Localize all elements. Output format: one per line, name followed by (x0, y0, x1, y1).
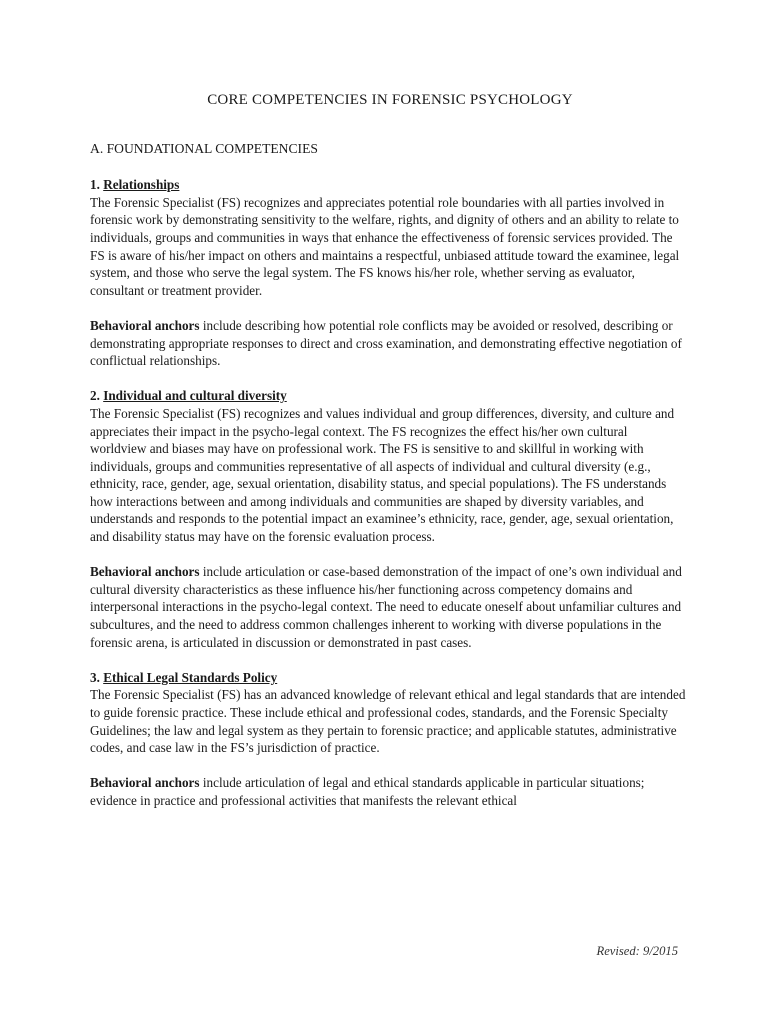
behavioral-anchors-paragraph (90, 774, 686, 809)
behavioral-anchors-text: include articulation of legal and ethical standards applicable in particular situations; evidence in practice and professional activities that manifests the relevant ethical (90, 775, 645, 808)
subsection-number: 2. (90, 388, 100, 404)
subsection-heading (90, 669, 686, 687)
subsection-number: 1. (90, 177, 100, 193)
subsection-heading (90, 387, 686, 405)
subsection-heading (90, 176, 686, 194)
subsection-number: 3. (90, 669, 100, 685)
behavioral-anchors-label: Behavioral anchors (90, 317, 200, 333)
section-individual-cultural-diversity (90, 387, 686, 651)
subsection-title: Ethical Legal Standards Policy (103, 669, 278, 685)
behavioral-anchors-paragraph (90, 317, 686, 370)
subsection-body: The Forensic Specialist (FS) recognizes and values individual and group differences, diversity, and culture and appreciates their impact in the psycho-legal context. The FS recognizes the effect his/her own cultural worldview and biases may have on professional work. The FS is sensitive to and skillful in working with individuals, groups and communities representative of all aspects of individual and cultural diversity (e.g., ethnicity, race, gender, age, sexual orientation, disability status, and special populations). The FS understands how interactions between and among individuals and communities are shaped by diversity variables, and understands and responds to the potential impact an examinee’s ethnicity, race, gender, age, sexual orientation, and disability status may have on the forensic evaluation process. (90, 405, 675, 545)
section-heading: A. FOUNDATIONAL COMPETENCIES (90, 140, 318, 156)
document-title: CORE COMPETENCIES IN FORENSIC PSYCHOLOGY (207, 92, 573, 108)
behavioral-anchors-text: include describing how potential role conflicts may be avoided or resolved, describing or demonstrating appropriate responses to direct and cross examination, and demonstrating effective negotiation of conflictual relationships. (90, 317, 682, 369)
section-ethical-legal-standards (90, 669, 686, 810)
behavioral-anchors-label: Behavioral anchors (90, 775, 200, 791)
revision-footer: Revised: 9/2015 (596, 944, 678, 958)
subsection-body: The Forensic Specialist (FS) recognizes and appreciates potential role boundaries with all parties involved in forensic work by demonstrating sensitivity to the welfare, rights, and dignity of others and an ability to relate to individuals, groups and communities in ways that enhance the effectiveness of forensic services provided. The FS is aware of his/her impact on others and maintains a respectful, unbiased attitude toward the examinee, legal system, and those who serve the legal system. The FS knows his/her role, whether serving as evaluator, consultant or treatment provider. (90, 194, 680, 298)
behavioral-anchors-paragraph (90, 563, 686, 651)
behavioral-anchors-label: Behavioral anchors (90, 564, 200, 580)
section-relationships (90, 176, 686, 370)
document-page (90, 92, 686, 827)
subsection-body: The Forensic Specialist (FS) has an advanced knowledge of relevant ethical and legal standards that are intended to guide forensic practice. These include ethical and professional codes, standards, and the Forensic Specialty Guidelines; the law and legal system as they pertain to forensic practice; and applicable statutes, administrative codes, and case law in the FS’s jurisdiction of practice. (90, 687, 686, 756)
subsection-title: Individual and cultural diversity (103, 388, 287, 404)
behavioral-anchors-text: include articulation or case-based demonstration of the impact of one’s own individual and cultural diversity characteristics as these influence his/her functioning across competency domains and interpersonal interactions in the psycho-legal context. The need to educate oneself about unfamiliar cultures and subcultures, and the need to address common challenges inherent to working with diverse populations in the forensic arena, is articulated in discussion or demonstrated in past cases. (90, 564, 682, 650)
subsection-title: Relationships (103, 177, 180, 193)
